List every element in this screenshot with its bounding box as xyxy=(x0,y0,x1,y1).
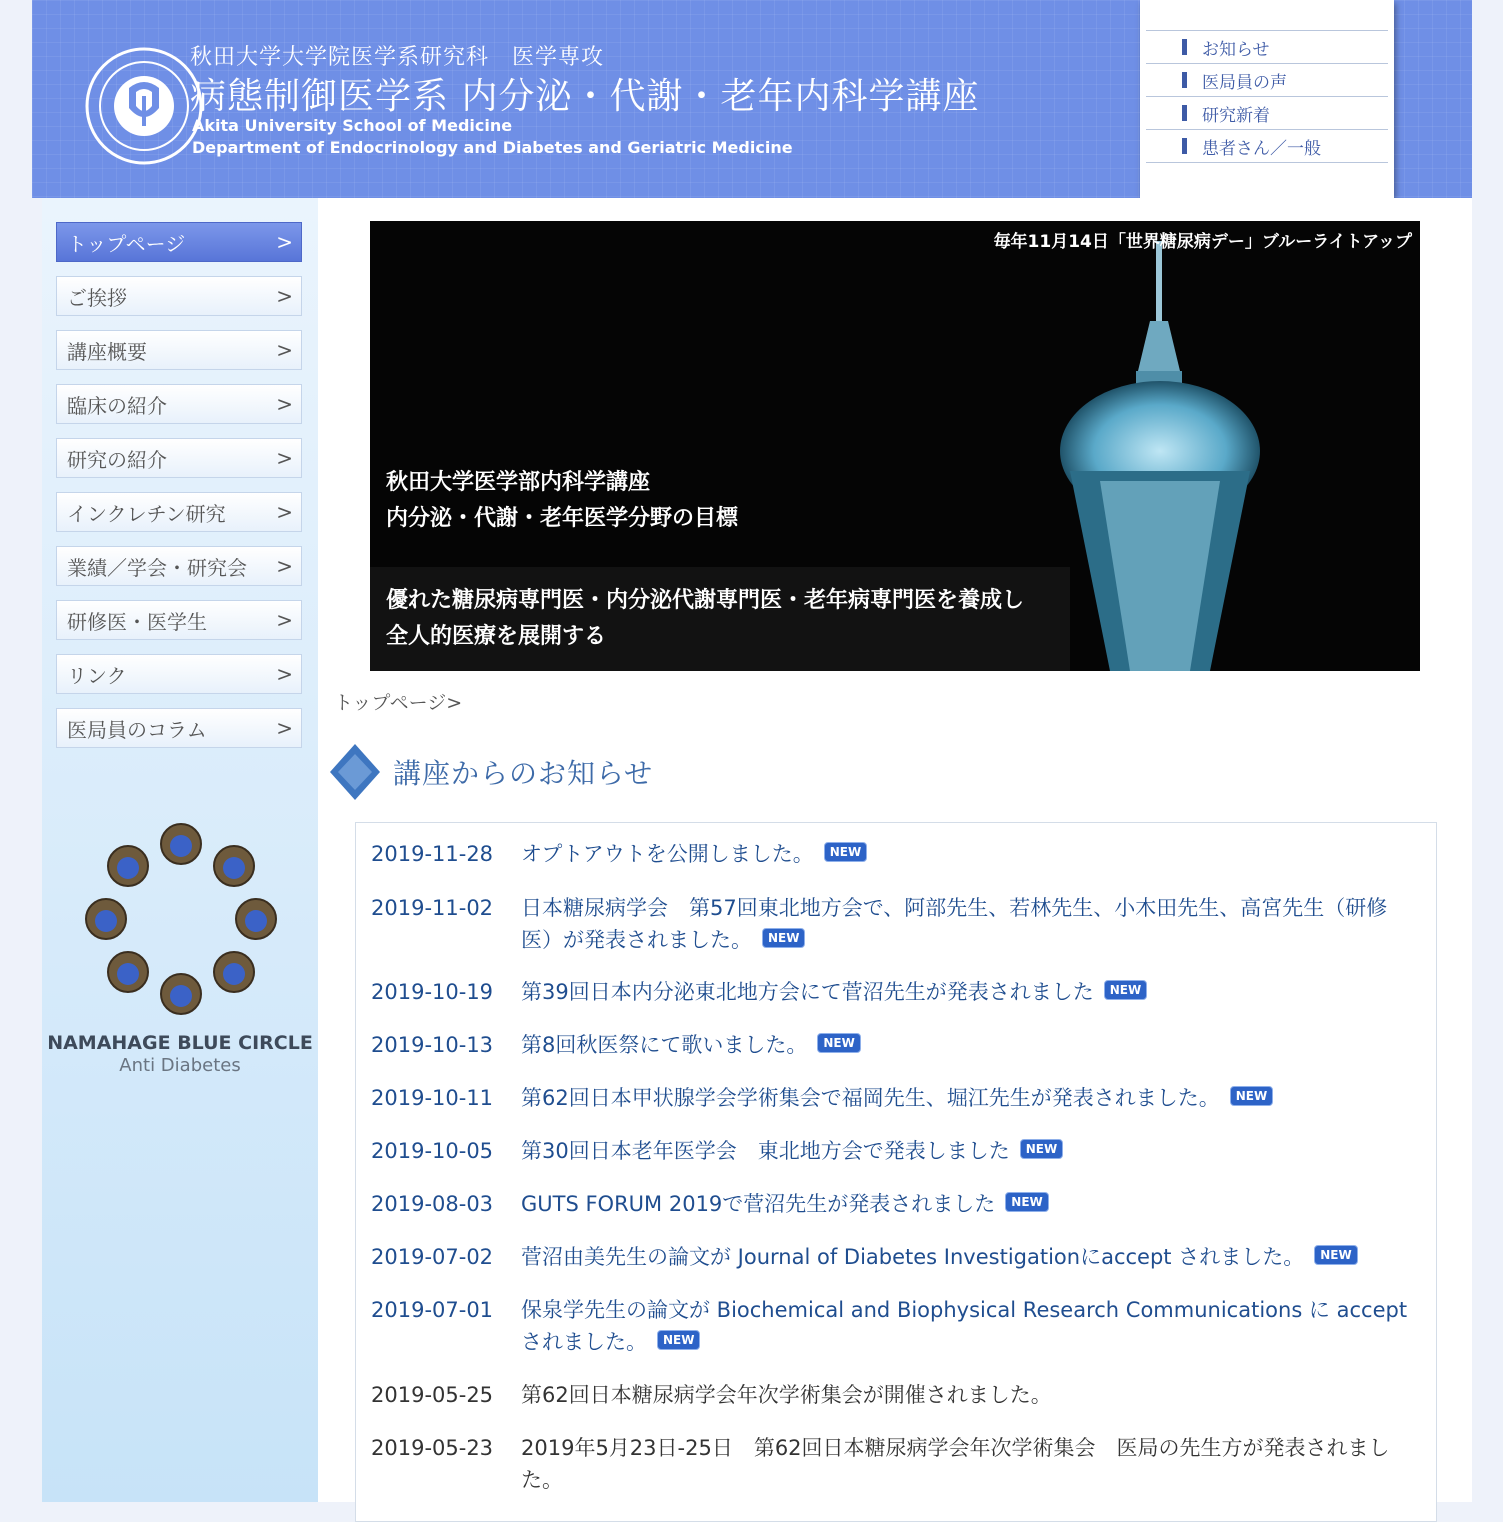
sidebar-item-label: 医局員のコラム xyxy=(67,717,207,742)
news-date: 2019-10-11 xyxy=(371,1086,494,1110)
news-date: 2019-10-13 xyxy=(371,1033,494,1057)
sidebar-item-overview[interactable] xyxy=(56,330,302,370)
chevron-right-icon: > xyxy=(276,716,293,740)
hero-goal-text xyxy=(386,465,738,537)
news-date: 2019-11-28 xyxy=(371,842,494,866)
top-navigation xyxy=(1140,0,1394,198)
news-date: 2019-05-25 xyxy=(371,1383,494,1407)
header-department-title: 病態制御医学系 内分泌・代謝・老年内科学講座 xyxy=(190,76,980,117)
topnav-label: 患者さん／一般 xyxy=(1202,138,1321,159)
sidebar-item-label: インクレチン研究 xyxy=(67,501,226,526)
hero-banner xyxy=(370,221,1420,671)
sidebar-item-clinical[interactable] xyxy=(56,384,302,424)
news-text[interactable]: 菅沼由美先生の論文が Journal of Diabetes Investigationにaccept されました。 NEW xyxy=(521,1241,1416,1273)
badge-title: NAMAHAGE BLUE CIRCLE xyxy=(47,1032,313,1054)
topnav-item-patients[interactable] xyxy=(1146,129,1388,163)
sidebar-item-achievements[interactable] xyxy=(56,546,302,586)
new-badge: NEW xyxy=(1104,980,1147,1000)
header-graduate-school: 秋田大学大学院医学系研究科 医学専攻 xyxy=(190,45,605,70)
new-badge: NEW xyxy=(824,842,867,862)
news-date: 2019-10-19 xyxy=(371,980,494,1004)
badge-subtitle: Anti Diabetes xyxy=(119,1055,241,1076)
header-english-school: Akita University School of Medicine xyxy=(192,116,513,135)
sidebar-item-label: 講座概要 xyxy=(67,339,147,364)
sidebar-item-greeting[interactable] xyxy=(56,276,302,316)
new-badge: NEW xyxy=(1230,1086,1273,1106)
news-item[interactable] xyxy=(371,1029,1421,1061)
sidebar-item-top[interactable] xyxy=(56,222,302,262)
news-item[interactable] xyxy=(371,1379,1421,1411)
sidebar-item-label: トップページ xyxy=(67,231,186,256)
news-item[interactable] xyxy=(371,1135,1421,1167)
news-text[interactable]: 第30回日本老年医学会 東北地方会で発表しました NEW xyxy=(521,1135,1416,1167)
hero-goal-line1: 秋田大学医学部内科学講座 xyxy=(386,470,651,495)
news-date: 2019-05-23 xyxy=(371,1436,494,1460)
news-item[interactable] xyxy=(371,1188,1421,1220)
topnav-item-research[interactable] xyxy=(1146,96,1388,129)
news-item[interactable] xyxy=(371,1241,1421,1273)
news-text[interactable]: 2019年5月23日-25日 第62回日本糖尿病学会年次学術集会 医局の先生方が発表されました。 xyxy=(521,1436,1390,1492)
bullet-bar-icon xyxy=(1182,105,1187,121)
breadcrumb[interactable]: トップページ> xyxy=(334,692,463,714)
chevron-right-icon: > xyxy=(276,284,293,308)
news-text[interactable]: GUTS FORUM 2019で菅沼先生が発表されました NEW xyxy=(521,1188,1416,1220)
chevron-right-icon: > xyxy=(276,392,293,416)
news-date: 2019-07-01 xyxy=(371,1298,494,1322)
hero-mission-line2: 全人的医療を展開する xyxy=(386,624,607,649)
news-date: 2019-10-05 xyxy=(371,1139,494,1163)
news-text[interactable]: 日本糖尿病学会 第57回東北地方会で、阿部先生、若林先生、小木田先生、高宮先生（研修医）が発表されました。 NEW xyxy=(521,896,1388,952)
topnav-label: 研究新着 xyxy=(1202,105,1270,126)
namahage-circle-icon[interactable] xyxy=(76,816,286,1026)
news-text[interactable]: オプトアウトを公開しました。 NEW xyxy=(521,838,1416,870)
hero-mission-text xyxy=(386,583,1024,655)
chevron-right-icon: > xyxy=(276,338,293,362)
new-badge: NEW xyxy=(1005,1192,1048,1212)
sidebar-item-residents[interactable] xyxy=(56,600,302,640)
topnav-item-news[interactable] xyxy=(1146,30,1388,63)
hero-goal-line2: 内分泌・代謝・老年医学分野の目標 xyxy=(386,506,739,531)
topnav-item-voices[interactable] xyxy=(1146,63,1388,96)
new-badge: NEW xyxy=(657,1330,700,1350)
sidebar-item-research[interactable] xyxy=(56,438,302,478)
news-item[interactable] xyxy=(371,838,1421,870)
section-title: 講座からのお知らせ xyxy=(393,757,654,790)
chevron-right-icon: > xyxy=(276,662,293,686)
news-text[interactable]: 第8回秋医祭にて歌いました。 NEW xyxy=(521,1029,1416,1061)
sidebar-item-label: ご挨拶 xyxy=(67,285,127,310)
header-english-department: Department of Endocrinology and Diabetes and Geriatric Medicine xyxy=(192,138,793,157)
sidebar-item-links[interactable] xyxy=(56,654,302,694)
sidebar-item-label: 研修医・医学生 xyxy=(67,609,207,634)
news-date: 2019-11-02 xyxy=(371,896,494,920)
new-badge: NEW xyxy=(817,1033,860,1053)
section-diamond-icon xyxy=(330,744,380,800)
bullet-bar-icon xyxy=(1182,39,1187,55)
news-item[interactable] xyxy=(371,976,1421,1008)
new-badge: NEW xyxy=(1314,1245,1357,1265)
hero-caption: 毎年11月14日「世界糖尿病デー」ブルーライトアップ xyxy=(993,232,1412,252)
topnav-label: 医局員の声 xyxy=(1202,72,1287,93)
news-text[interactable]: 第62回日本糖尿病学会年次学術集会が開催されました。 xyxy=(521,1383,1052,1407)
topnav-label: お知らせ xyxy=(1202,39,1270,60)
news-text[interactable]: 第62回日本甲状腺学会学術集会で福岡先生、堀江先生が発表されました。 NEW xyxy=(521,1082,1416,1114)
news-item[interactable] xyxy=(371,1432,1421,1496)
news-date: 2019-08-03 xyxy=(371,1192,494,1216)
new-badge: NEW xyxy=(762,928,805,948)
site-header xyxy=(32,0,1472,198)
news-date: 2019-07-02 xyxy=(371,1245,494,1269)
chevron-right-icon: > xyxy=(276,608,293,632)
sidebar-item-column[interactable] xyxy=(56,708,302,748)
news-item[interactable] xyxy=(371,1294,1421,1358)
university-emblem-icon xyxy=(84,46,204,166)
news-item[interactable] xyxy=(371,1082,1421,1114)
sidebar-item-label: 業績／学会・研究会 xyxy=(67,555,247,580)
bullet-bar-icon xyxy=(1182,138,1187,154)
news-text[interactable]: 第39回日本内分泌東北地方会にて菅沼先生が発表されました NEW xyxy=(521,976,1416,1008)
sidebar-item-label: 臨床の紹介 xyxy=(67,393,167,418)
chevron-right-icon: > xyxy=(276,500,293,524)
chevron-right-icon: > xyxy=(276,554,293,578)
news-item[interactable] xyxy=(371,892,1421,956)
chevron-right-icon: > xyxy=(276,230,293,254)
sidebar-item-label: 研究の紹介 xyxy=(67,447,167,472)
news-text[interactable]: 保泉学先生の論文が Biochemical and Biophysical Research Communications に accept されました。 NEW xyxy=(521,1298,1408,1354)
chevron-right-icon: > xyxy=(276,446,293,470)
bullet-bar-icon xyxy=(1182,72,1187,88)
new-badge: NEW xyxy=(1020,1139,1063,1159)
hero-mission-line1: 優れた糖尿病専門医・内分泌代謝専門医・老年病専門医を養成し xyxy=(386,588,1025,613)
sidebar-item-label: リンク xyxy=(67,663,127,688)
sidebar-item-incretin[interactable] xyxy=(56,492,302,532)
